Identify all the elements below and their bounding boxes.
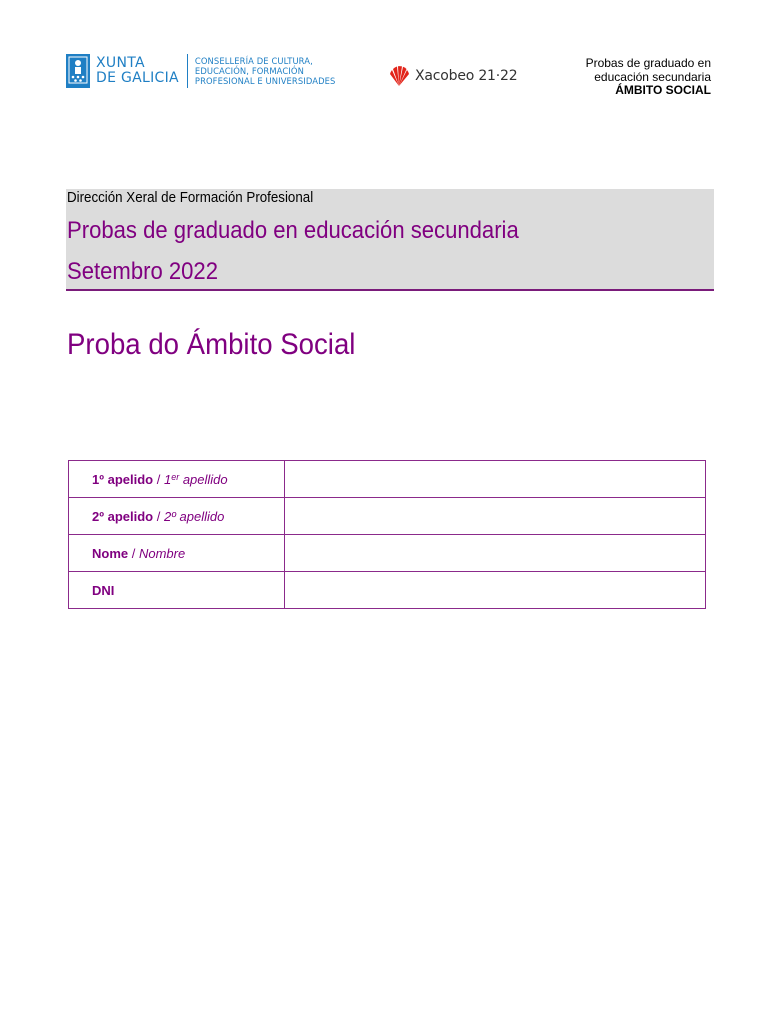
label-separator: / [153,508,164,524]
table-row [69,535,706,572]
xacobeo-shell-icon [388,65,410,87]
xunta-emblem-icon [66,54,90,88]
second-surname-field[interactable] [285,498,706,535]
table-row [69,461,706,498]
label-galician: 2º apelido [92,508,154,524]
page-title: Proba do Ámbito Social [67,328,356,361]
xacobeo-logo [388,65,517,87]
label-spanish [164,472,228,487]
header-area: ÁMBITO SOCIAL [615,83,711,97]
table-row [69,498,706,535]
department-name: Dirección Xeral de Formación Profesional [67,190,314,206]
label-spanish: 2º apellido [163,508,225,524]
label-separator: / [128,545,139,561]
xunta-line2: DE GALICIA [96,70,179,86]
consellaria-name [195,56,336,86]
header-exam-info [586,57,711,98]
label-galician: 1º apelido [92,471,154,487]
logo-divider [187,54,188,88]
name-label [69,535,285,572]
dni-field[interactable] [285,572,706,609]
candidate-form [68,460,706,609]
table-row [69,572,706,609]
label-spanish-suffix: apellido [179,471,228,487]
label-separator: / [153,471,164,487]
exam-title: Probas de graduado en educación secundaria [67,217,519,244]
consellaria-line: CONSELLERÍA DE CULTURA, [194,56,313,66]
label-spanish-prefix: 1 [163,471,172,487]
exam-session: Setembro 2022 [67,258,218,285]
first-surname-field[interactable] [285,461,706,498]
label-galician: Nome [92,545,129,561]
consellaria-line: EDUCACIÓN, FORMACIÓN [194,66,304,76]
xunta-wordmark [96,56,179,86]
first-surname-label [69,461,285,498]
label-galician: DNI [92,582,115,598]
title-block [66,189,714,291]
label-spanish-superscript: er [171,471,180,482]
xunta-line1: XUNTA [96,55,145,71]
header-line: Probas de graduado en [585,56,711,70]
second-surname-label [69,498,285,535]
header-line: educación secundaria [594,69,711,84]
label-spanish: Nombre [138,545,186,561]
dni-label [69,572,285,609]
xacobeo-wordmark: Xacobeo 21·22 [415,68,518,84]
consellaria-line: PROFESIONAL E UNIVERSIDADES [194,76,336,86]
xunta-logo [66,54,335,88]
name-field[interactable] [285,535,706,572]
